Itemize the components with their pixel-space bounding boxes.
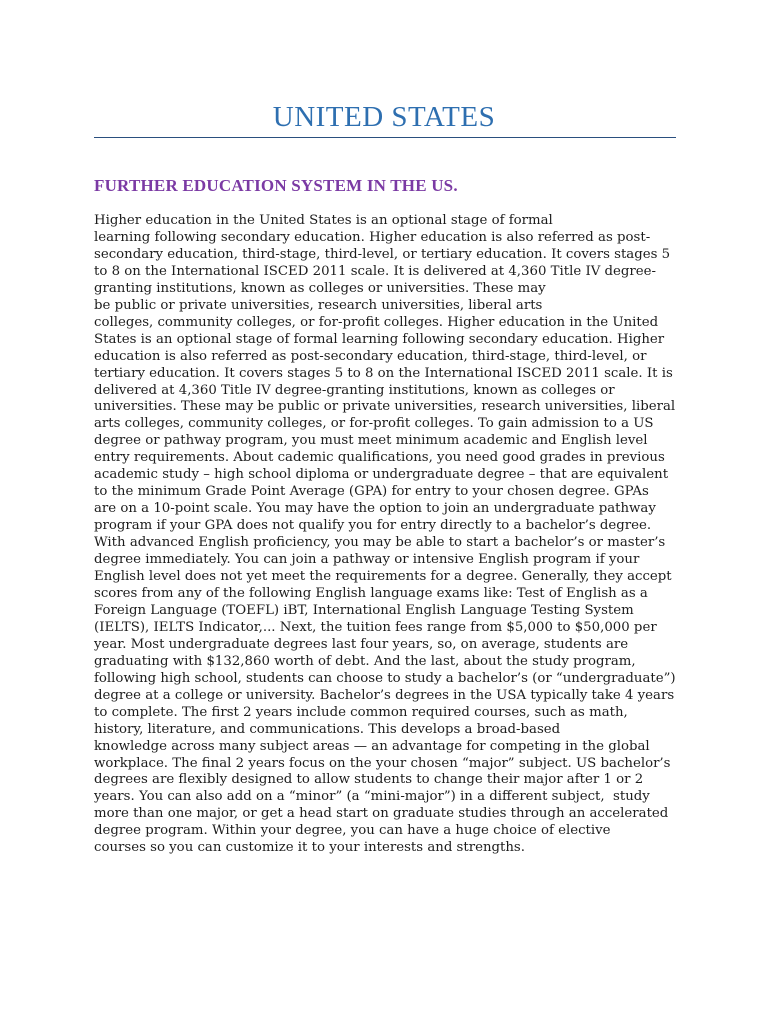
body-line: Higher education in the United States is an optional stage of formal — [94, 213, 553, 228]
body-line: to complete. The first 2 years include common required courses, such as math, — [94, 704, 628, 720]
body-line: degrees are flexibly designed to allow students to change their major after 1 or 2 — [94, 772, 644, 788]
body-line: degree program. Within your degree, you can have a huge choice of elective — [94, 823, 611, 839]
body-line: graduating with $132,860 worth of debt. And the last, about the study program, — [94, 653, 636, 669]
body-line: more than one major, or get a head start on graduate studies through an accelerated — [94, 806, 669, 822]
body-line: colleges, community colleges, or for-profit colleges. Higher education in the United — [94, 314, 659, 330]
body-line: be public or private universities, research universities, liberal arts — [94, 297, 543, 313]
body-line: arts colleges, community colleges, or for-profit colleges. To gain admission to a US — [94, 416, 654, 432]
body-line: States is an optional stage of formal learning following secondary education. Higher — [94, 331, 665, 347]
body-line: following high school, students can choose to study a bachelor’s (or “undergraduate”) — [94, 670, 676, 686]
body-line: scores from any of the following English language exams like: Test of English as a — [94, 585, 648, 601]
body-line: delivered at 4,360 Title IV degree-granting institutions, known as colleges or — [94, 382, 615, 398]
body-line: history, literature, and communications. This develops a broad-based — [94, 721, 561, 737]
body-line: courses so you can customize it to your interests and strengths. — [94, 840, 525, 856]
body-line: are on a 10-point scale. You may have the option to join an undergraduate pathway — [94, 501, 656, 517]
body-line: secondary education, third-stage, third-level, or tertiary education. It covers stages 5 — [94, 246, 671, 262]
body-paragraph — [94, 213, 679, 857]
body-line: entry requirements. About cademic qualifications, you need good grades in previous — [94, 450, 665, 466]
body-line: program if your GPA does not qualify you for entry directly to a bachelor’s degree. — [94, 518, 652, 534]
body-line: degree or pathway program, you must meet minimum academic and English level — [94, 433, 648, 449]
body-line: education is also referred as post-secondary education, third-stage, third-level, or — [94, 348, 647, 364]
page-title: UNITED STATES — [272, 101, 496, 133]
section-heading: FURTHER EDUCATION SYSTEM IN THE US. — [94, 176, 458, 195]
body-line: learning following secondary education. Higher education is also referred as post- — [94, 229, 651, 245]
body-line: years. You can also add on a “minor” (a “mini-major”) in a different subject, study — [94, 789, 650, 805]
body-line: universities. These may be public or private universities, research universities, liberal — [94, 399, 676, 415]
body-line: degree immediately. You can join a pathway or intensive English program if your — [94, 552, 640, 568]
body-line: degree at a college or university. Bachelor’s degrees in the USA typically take 4 years — [94, 687, 675, 703]
body-line: to 8 on the International ISCED 2011 scale. It is delivered at 4,360 Title IV degree- — [94, 263, 657, 279]
body-line: Foreign Language (TOEFL) iBT, International English Language Testing System — [94, 602, 634, 618]
body-line: year. Most undergraduate degrees last four years, so, on average, students are — [94, 636, 629, 652]
body-line: granting institutions, known as colleges or universities. These may — [94, 280, 546, 296]
body-line: English level does not yet meet the requirements for a degree. Generally, they accept — [94, 569, 672, 585]
body-line: tertiary education. It covers stages 5 to 8 on the International ISCED 2011 scale. It is — [94, 365, 673, 381]
body-line: With advanced English proficiency, you may be able to start a bachelor’s or master’s — [94, 535, 666, 551]
body-line: to the minimum Grade Point Average (GPA) for entry to your chosen degree. GPAs — [94, 484, 649, 500]
body-line: workplace. The final 2 years focus on the your chosen “major” subject. US bachelor’s — [94, 755, 671, 771]
body-line: academic study – high school diploma or undergraduate degree – that are equivalent — [94, 467, 669, 483]
body-line: (IELTS), IELTS Indicator,... Next, the tuition fees range from $5,000 to $50,000 per — [94, 619, 657, 635]
title-divider — [94, 137, 676, 138]
body-line: knowledge across many subject areas — an advantage for competing in the global — [94, 738, 650, 754]
